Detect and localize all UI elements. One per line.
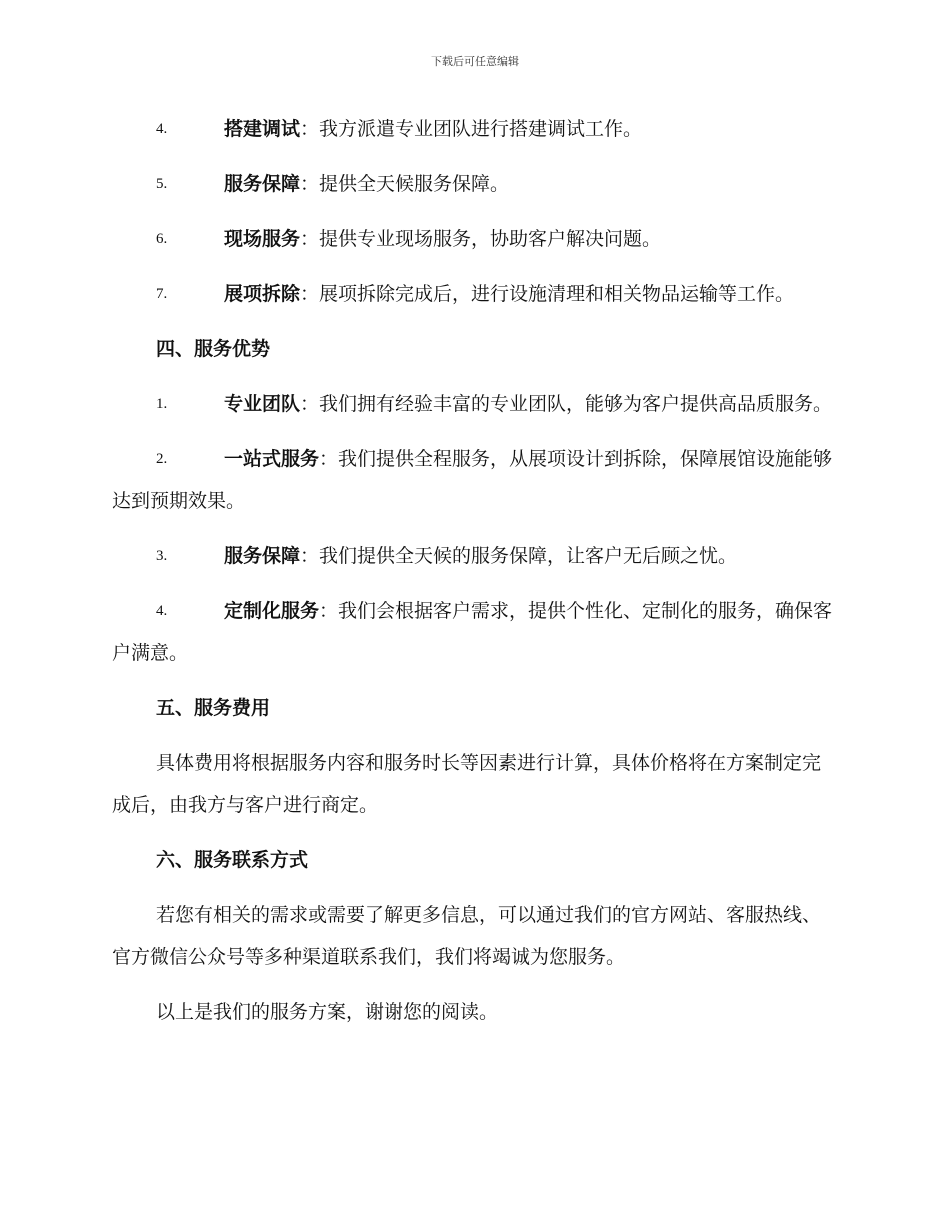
list-text: 我们提供全天候的服务保障，让客户无后顾之忧。 [319, 545, 738, 567]
list-text: 我们会根据客户需求，提供个性化、定制化的服务，确保客户满意。 [112, 600, 833, 664]
list-text: 提供全天候服务保障。 [319, 173, 510, 195]
closing-paragraph: 以上是我们的服务方案，谢谢您的阅读。 [156, 1001, 499, 1023]
list-item [112, 108, 838, 150]
list-separator: ： [300, 173, 320, 195]
list-number: 5. [156, 176, 168, 192]
list-text: 我们拥有经验丰富的专业团队，能够为客户提供高品质服务。 [319, 393, 833, 415]
list-number: 2. [156, 451, 168, 467]
list-term: 一站式服务 [224, 448, 320, 470]
list-term: 服务保障 [224, 173, 301, 195]
list-text: 我方派遣专业团队进行搭建调试工作。 [319, 118, 643, 140]
list-item [112, 383, 838, 425]
list-number: 4. [156, 121, 168, 137]
list-separator: ： [300, 283, 320, 305]
list-number: 7. [156, 286, 168, 302]
list-text: 提供专业现场服务，协助客户解决问题。 [319, 228, 662, 250]
list-separator: ： [300, 228, 320, 250]
paragraph: 若您有相关的需求或需要了解更多信息，可以通过我们的官方网站、客服热线、官方微信公众号等多种渠道联系我们，我们将竭诚为您服务。 [112, 904, 822, 968]
section-heading: 五、服务费用 [156, 697, 271, 719]
list-term: 专业团队 [224, 393, 301, 415]
list-item [112, 218, 838, 260]
list-text: 我们提供全程服务，从展项设计到拆除，保障展馆设施能够达到预期效果。 [112, 448, 833, 512]
list-item [112, 163, 838, 205]
list-separator: ： [319, 600, 339, 622]
list-term: 展项拆除 [224, 283, 301, 305]
list-text: 展项拆除完成后，进行设施清理和相关物品运输等工作。 [319, 283, 795, 305]
list-number: 4. [156, 603, 168, 619]
list-number: 6. [156, 231, 168, 247]
list-item [112, 438, 838, 522]
list-item [112, 590, 838, 674]
section-heading: 六、服务联系方式 [156, 849, 309, 871]
list-term: 搭建调试 [224, 118, 301, 140]
paragraph: 具体费用将根据服务内容和服务时长等因素进行计算，具体价格将在方案制定完成后，由我方与客户进行商定。 [112, 752, 822, 816]
document-body [112, 108, 838, 1046]
list-term: 定制化服务 [224, 600, 320, 622]
list-separator: ： [300, 545, 320, 567]
list-separator: ： [319, 448, 339, 470]
list-item [112, 535, 838, 577]
list-term: 现场服务 [224, 228, 301, 250]
list-separator: ： [300, 118, 320, 140]
list-term: 服务保障 [224, 545, 301, 567]
list-item [112, 273, 838, 315]
list-number: 3. [156, 548, 168, 564]
list-number: 1. [156, 396, 168, 412]
page-header: 下载后可任意编辑 [431, 55, 519, 68]
section-heading: 四、服务优势 [156, 338, 271, 360]
list-separator: ： [300, 393, 320, 415]
